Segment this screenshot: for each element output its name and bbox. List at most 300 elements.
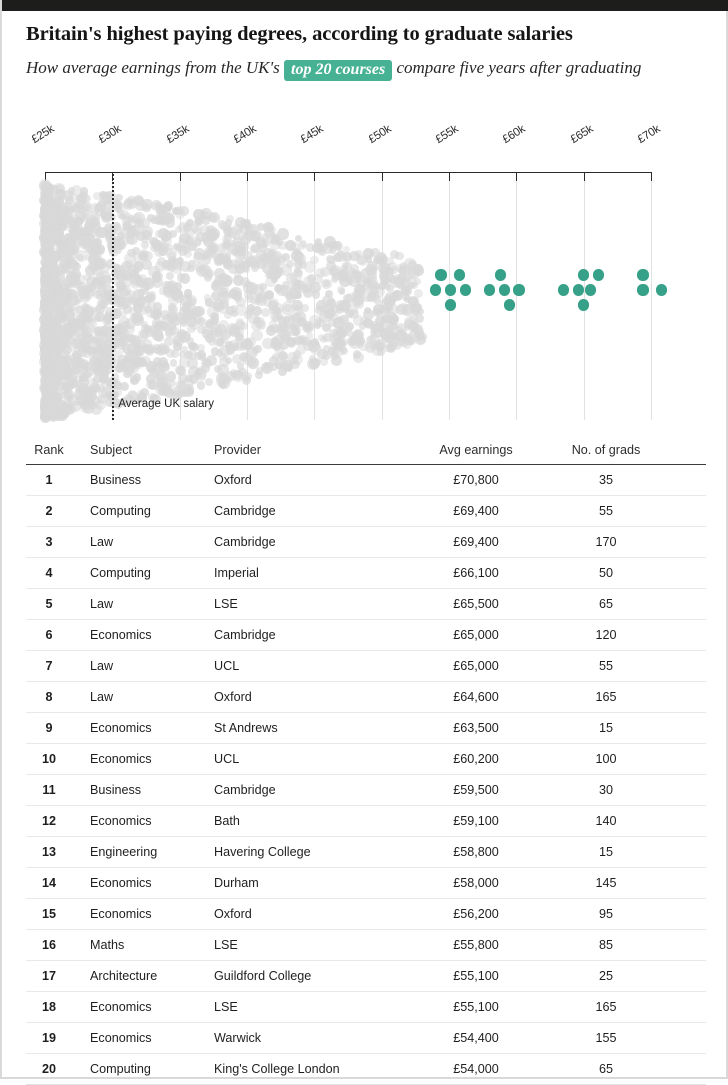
cell-earnings: £55,800 xyxy=(453,938,499,952)
course-dot-grey xyxy=(237,362,245,370)
x-axis-tick xyxy=(382,172,383,181)
cell-subject: Maths xyxy=(90,938,125,952)
cell-rank: 5 xyxy=(45,597,53,611)
table-row[interactable] xyxy=(26,589,706,620)
course-dot-grey xyxy=(97,299,106,308)
course-dot-grey xyxy=(152,362,162,372)
table-row[interactable] xyxy=(26,651,706,682)
course-dot-grey xyxy=(243,267,250,274)
top20-course-dot[interactable] xyxy=(445,284,456,295)
top20-course-dot[interactable] xyxy=(558,284,569,295)
x-axis-tick-label: £60k xyxy=(500,123,528,146)
average-uk-salary-label: Average UK salary xyxy=(118,398,214,410)
course-dot-grey xyxy=(132,261,143,272)
cell-subject: Law xyxy=(90,659,114,673)
cell-rank: 16 xyxy=(41,938,56,952)
course-dot-grey xyxy=(363,248,374,259)
top20-course-dot[interactable] xyxy=(504,299,515,310)
cell-grads: 15 xyxy=(598,845,613,859)
cell-provider: Cambridge xyxy=(214,628,276,642)
course-dot-grey xyxy=(171,349,179,357)
course-dot-grey xyxy=(315,238,322,245)
subtitle-highlight-badge: top 20 courses xyxy=(284,60,392,81)
course-dot-grey xyxy=(153,302,163,312)
cell-rank: 4 xyxy=(45,566,53,580)
course-dot-grey xyxy=(415,314,424,323)
cell-subject: Economics xyxy=(90,1000,152,1014)
cell-grads: 165 xyxy=(595,690,617,704)
table-row[interactable] xyxy=(26,1023,706,1054)
cell-grads: 35 xyxy=(598,473,613,487)
course-dot-grey xyxy=(242,376,252,386)
cell-rank: 7 xyxy=(45,659,53,673)
table-row[interactable] xyxy=(26,899,706,930)
course-dot-grey xyxy=(261,308,270,317)
cell-rank: 8 xyxy=(45,690,53,704)
course-dot-grey xyxy=(310,256,318,264)
course-dot-grey xyxy=(197,350,206,359)
cell-grads: 55 xyxy=(598,659,613,673)
cell-subject: Economics xyxy=(90,628,152,642)
course-dot-grey xyxy=(208,338,216,346)
cell-provider: LSE xyxy=(214,597,238,611)
cell-earnings: £56,200 xyxy=(453,907,499,921)
course-dot-grey xyxy=(331,355,342,366)
cell-grads: 170 xyxy=(595,535,617,549)
cell-subject: Economics xyxy=(90,907,152,921)
cell-earnings: £65,000 xyxy=(453,628,499,642)
course-dot-grey xyxy=(67,276,74,283)
course-dot-grey xyxy=(319,249,326,256)
cell-grads: 95 xyxy=(598,907,613,921)
top20-course-dot[interactable] xyxy=(435,269,446,280)
course-dot-grey xyxy=(143,279,151,287)
top20-course-dot[interactable] xyxy=(454,269,465,280)
average-uk-salary-line xyxy=(112,174,114,420)
cell-earnings: £54,000 xyxy=(453,1062,499,1076)
page-title: Britain's highest paying degrees, according to graduate salaries xyxy=(26,23,573,45)
x-axis-line xyxy=(45,172,651,173)
course-dot-grey xyxy=(193,209,204,220)
course-dot-grey xyxy=(177,273,185,281)
cell-earnings: £60,200 xyxy=(453,752,499,766)
top20-course-dot[interactable] xyxy=(445,299,456,310)
course-dot-grey xyxy=(86,391,97,402)
x-axis-tick-label: £25k xyxy=(29,123,57,146)
course-dot-grey xyxy=(120,297,131,308)
course-dot-grey xyxy=(269,320,277,328)
table-row[interactable] xyxy=(26,713,706,744)
cell-subject: Architecture xyxy=(90,969,158,983)
course-dot-grey xyxy=(141,241,149,249)
course-dot-grey xyxy=(56,239,65,248)
top20-course-dot[interactable] xyxy=(578,269,589,280)
course-dot-grey xyxy=(414,289,423,298)
table-row[interactable] xyxy=(26,558,706,589)
course-dot-grey xyxy=(42,396,49,403)
table-row[interactable] xyxy=(26,961,706,992)
gridline xyxy=(651,181,652,420)
top-accent-bar xyxy=(2,0,728,11)
cell-earnings: £69,400 xyxy=(453,504,499,518)
x-axis-tick xyxy=(516,172,517,181)
cell-provider: Havering College xyxy=(214,845,311,859)
cell-subject: Economics xyxy=(90,752,152,766)
course-dot-grey xyxy=(273,303,284,314)
top20-course-dot[interactable] xyxy=(460,284,471,295)
course-dot-grey xyxy=(223,259,233,269)
cell-earnings: £63,500 xyxy=(453,721,499,735)
course-dot-grey xyxy=(84,290,93,299)
cell-grads: 85 xyxy=(598,938,613,952)
cell-provider: Cambridge xyxy=(214,535,276,549)
course-dot-grey xyxy=(377,348,384,355)
course-dot-grey xyxy=(276,267,283,274)
course-dot-grey xyxy=(42,279,51,288)
x-axis-tick xyxy=(651,172,652,181)
course-dot-grey xyxy=(399,329,407,337)
cell-rank: 1 xyxy=(45,473,53,487)
table-row[interactable] xyxy=(26,1054,706,1085)
course-dot-grey xyxy=(278,339,289,350)
course-dot-grey xyxy=(56,271,65,280)
course-dot-grey xyxy=(199,225,210,236)
course-dot-grey xyxy=(62,340,72,350)
cell-grads: 30 xyxy=(598,783,613,797)
course-dot-grey xyxy=(40,368,51,379)
course-dot-grey xyxy=(320,357,328,365)
cell-earnings: £70,800 xyxy=(453,473,499,487)
course-dot-grey xyxy=(246,308,254,316)
course-dot-grey xyxy=(211,347,219,355)
x-axis-tick-label: £70k xyxy=(635,123,663,146)
cell-grads: 155 xyxy=(595,1031,617,1045)
course-dot-grey xyxy=(41,226,49,234)
course-dot-grey xyxy=(211,325,222,336)
top20-course-dot[interactable] xyxy=(495,269,506,280)
cell-earnings: £59,500 xyxy=(453,783,499,797)
cell-provider: Imperial xyxy=(214,566,259,580)
cell-rank: 14 xyxy=(41,876,56,890)
cell-rank: 15 xyxy=(41,907,56,921)
table-row[interactable] xyxy=(26,992,706,1023)
course-dot-grey xyxy=(40,300,51,311)
top20-course-dot[interactable] xyxy=(573,284,584,295)
top20-course-dot[interactable] xyxy=(637,269,648,280)
cell-provider: LSE xyxy=(214,938,238,952)
top20-course-dot[interactable] xyxy=(585,284,596,295)
cell-grads: 65 xyxy=(598,597,613,611)
course-dot-grey xyxy=(56,229,64,237)
course-dot-grey xyxy=(207,306,218,317)
course-dot-grey xyxy=(226,306,234,314)
course-dot-grey xyxy=(244,219,252,227)
course-dot-grey xyxy=(235,343,242,350)
course-dot-grey xyxy=(41,201,50,210)
cell-provider: UCL xyxy=(214,659,240,673)
course-dot-grey xyxy=(83,362,92,371)
course-dot-grey xyxy=(214,275,226,287)
course-dot-grey xyxy=(236,297,246,307)
course-dot-grey xyxy=(126,230,135,239)
table-row[interactable] xyxy=(26,682,706,713)
course-dot-grey xyxy=(269,272,276,279)
cell-grads: 100 xyxy=(595,752,617,766)
cell-subject: Economics xyxy=(90,876,152,890)
course-dot-grey xyxy=(205,298,214,307)
cell-rank: 3 xyxy=(45,535,53,549)
course-dot-grey xyxy=(250,230,262,242)
cell-rank: 13 xyxy=(41,845,56,859)
course-dot-grey xyxy=(414,278,421,285)
cell-earnings: £54,400 xyxy=(453,1031,499,1045)
x-axis-tick-label: £45k xyxy=(298,123,326,146)
table-row[interactable] xyxy=(26,806,706,837)
course-dot-grey xyxy=(43,339,53,349)
cell-subject: Economics xyxy=(90,721,152,735)
cell-earnings: £65,500 xyxy=(453,597,499,611)
x-axis-tick xyxy=(449,172,450,181)
course-dot-grey xyxy=(244,290,253,299)
course-dot-grey xyxy=(261,362,273,374)
cell-provider: Oxford xyxy=(214,907,252,921)
table-row[interactable] xyxy=(26,465,706,496)
cell-earnings: £59,100 xyxy=(453,814,499,828)
column-header-provider: Provider xyxy=(214,443,261,457)
course-dot-grey xyxy=(68,260,78,270)
course-dot-grey xyxy=(342,323,352,333)
course-dot-grey xyxy=(72,234,83,245)
table-row[interactable] xyxy=(26,620,706,651)
course-dot-grey xyxy=(146,380,155,389)
course-dot-grey xyxy=(280,324,288,332)
top20-course-dot[interactable] xyxy=(637,284,648,295)
cell-grads: 65 xyxy=(598,1062,613,1076)
course-dot-grey xyxy=(49,251,58,260)
course-dot-grey xyxy=(104,339,113,348)
course-dot-grey xyxy=(202,256,211,265)
course-dot-grey xyxy=(145,346,155,356)
cell-grads: 50 xyxy=(598,566,613,580)
cell-subject: Law xyxy=(90,597,114,611)
course-dot-grey xyxy=(155,332,165,342)
course-dot-grey xyxy=(319,311,331,323)
course-dot-grey xyxy=(176,312,185,321)
cell-provider: Bath xyxy=(214,814,240,828)
course-dot-grey xyxy=(353,352,364,363)
cell-subject: Computing xyxy=(90,566,151,580)
course-dot-grey xyxy=(156,204,168,216)
course-dot-grey xyxy=(219,357,229,367)
table-body xyxy=(26,465,706,1085)
cell-subject: Engineering xyxy=(90,845,158,859)
cell-rank: 10 xyxy=(41,752,56,766)
course-dot-grey xyxy=(397,281,406,290)
course-dot-grey xyxy=(392,333,399,340)
top20-course-dot[interactable] xyxy=(484,284,495,295)
course-dot-grey xyxy=(148,291,156,299)
course-dot-grey xyxy=(184,289,193,298)
course-dot-grey xyxy=(375,316,384,325)
cell-rank: 17 xyxy=(41,969,56,983)
top20-course-dot[interactable] xyxy=(578,299,589,310)
course-dot-grey xyxy=(229,240,236,247)
course-dot-grey xyxy=(366,294,374,302)
course-dot-grey xyxy=(44,321,54,331)
cell-earnings: £58,000 xyxy=(453,876,499,890)
course-dot-grey xyxy=(235,245,246,256)
table-row[interactable] xyxy=(26,837,706,868)
course-dot-grey xyxy=(266,252,277,263)
table-row[interactable] xyxy=(26,744,706,775)
x-axis-tick-label: £40k xyxy=(231,123,259,146)
course-dot-grey xyxy=(137,340,146,349)
cell-provider: Oxford xyxy=(214,690,252,704)
cell-provider: Cambridge xyxy=(214,504,276,518)
table-row[interactable] xyxy=(26,775,706,806)
course-dot-grey xyxy=(386,342,393,349)
cell-provider: UCL xyxy=(214,752,240,766)
cell-provider: Cambridge xyxy=(214,783,276,797)
course-dot-grey xyxy=(240,277,250,287)
x-axis-tick-label: £50k xyxy=(366,123,394,146)
table-row[interactable] xyxy=(26,930,706,961)
course-dot-grey xyxy=(75,217,84,226)
x-axis-tick xyxy=(247,172,248,181)
course-dot-grey xyxy=(182,246,191,255)
course-dot-grey xyxy=(399,264,411,276)
course-dot-grey xyxy=(205,378,213,386)
cell-provider: St Andrews xyxy=(214,721,278,735)
cell-subject: Law xyxy=(90,690,114,704)
course-dot-grey xyxy=(122,216,133,227)
course-dot-grey xyxy=(74,315,85,326)
cell-rank: 20 xyxy=(41,1062,56,1076)
table-header-row xyxy=(26,436,706,465)
cell-rank: 6 xyxy=(45,628,53,642)
top20-course-dot[interactable] xyxy=(430,284,441,295)
course-dot-grey xyxy=(289,242,299,252)
cell-earnings: £65,000 xyxy=(453,659,499,673)
course-dot-grey xyxy=(71,367,79,375)
course-dot-grey xyxy=(395,252,404,261)
course-dot-grey xyxy=(133,373,142,382)
cell-earnings: £55,100 xyxy=(453,1000,499,1014)
cell-rank: 19 xyxy=(41,1031,56,1045)
course-dot-grey xyxy=(66,394,73,401)
course-dot-grey xyxy=(252,346,260,354)
cell-provider: Durham xyxy=(214,876,259,890)
course-dot-grey xyxy=(203,270,213,280)
cell-rank: 11 xyxy=(42,783,56,797)
course-dot-grey xyxy=(312,290,320,298)
cell-subject: Economics xyxy=(90,814,152,828)
salary-scatter-chart xyxy=(2,123,728,430)
x-axis-tick-label: £30k xyxy=(96,123,124,146)
course-dot-grey xyxy=(96,384,104,392)
course-dot-grey xyxy=(142,226,153,237)
course-dot-grey xyxy=(276,313,283,320)
course-dot-grey xyxy=(161,235,172,246)
column-header-grads: No. of grads xyxy=(571,443,641,457)
x-axis-tick xyxy=(584,172,585,181)
course-dot-grey xyxy=(414,330,424,340)
course-dot-grey xyxy=(214,258,222,266)
cell-provider: Guildford College xyxy=(214,969,312,983)
top20-course-dot[interactable] xyxy=(499,284,510,295)
course-dot-grey xyxy=(367,261,378,272)
course-dot-grey xyxy=(80,337,90,347)
cell-earnings: £69,400 xyxy=(453,535,499,549)
cell-earnings: £64,600 xyxy=(453,690,499,704)
course-dot-grey xyxy=(125,325,135,335)
cell-earnings: £66,100 xyxy=(453,566,499,580)
course-dot-grey xyxy=(100,192,112,204)
table-row[interactable] xyxy=(26,527,706,558)
top20-course-dot[interactable] xyxy=(593,269,604,280)
cell-subject: Law xyxy=(90,535,114,549)
course-dot-grey xyxy=(306,243,315,252)
course-dot-grey xyxy=(309,358,320,369)
table-row[interactable] xyxy=(26,868,706,899)
course-dot-grey xyxy=(271,337,279,345)
cell-grads: 140 xyxy=(595,814,617,828)
course-dot-grey xyxy=(124,365,135,376)
top20-course-dot[interactable] xyxy=(513,284,524,295)
page-subtitle xyxy=(26,56,686,80)
header xyxy=(26,22,706,80)
course-dot-grey xyxy=(98,277,105,284)
course-dot-grey xyxy=(68,295,79,306)
course-dot-grey xyxy=(306,332,313,339)
subtitle-text-after: compare five years after graduating xyxy=(396,57,642,77)
course-dot-grey xyxy=(404,319,414,329)
cell-grads: 145 xyxy=(595,876,617,890)
course-dot-grey xyxy=(135,200,146,211)
course-dot-grey xyxy=(352,330,363,341)
course-dot-grey xyxy=(320,267,330,277)
course-dot-grey xyxy=(166,248,177,259)
table-row[interactable] xyxy=(26,496,706,527)
cell-subject: Economics xyxy=(90,1031,152,1045)
cell-provider: LSE xyxy=(214,1000,238,1014)
course-dot-grey xyxy=(208,232,218,242)
subtitle-text-before: How average earnings from the UK's xyxy=(26,57,280,77)
course-dot-grey xyxy=(190,236,201,247)
course-dot-grey xyxy=(63,355,72,364)
course-dot-grey xyxy=(197,381,205,389)
cell-grads: 25 xyxy=(598,969,613,983)
course-dot-grey xyxy=(175,209,185,219)
x-axis-tick-label: £65k xyxy=(568,123,596,146)
course-dot-grey xyxy=(119,283,126,290)
course-dot-grey xyxy=(85,254,92,261)
cell-subject: Business xyxy=(90,473,142,487)
course-dot-grey xyxy=(187,265,195,273)
course-dot-grey xyxy=(135,296,146,307)
course-dot-grey xyxy=(188,298,196,306)
course-dot-grey xyxy=(170,359,177,366)
top20-course-dot[interactable] xyxy=(656,284,667,295)
course-dot-grey xyxy=(310,343,322,355)
course-dot-grey xyxy=(329,329,338,338)
course-dot-grey xyxy=(258,243,267,252)
course-dot-grey xyxy=(45,312,53,320)
course-dot-grey xyxy=(181,346,188,353)
course-dot-grey xyxy=(277,254,286,263)
column-header-rank: Rank xyxy=(34,443,64,457)
cell-provider: King's College London xyxy=(214,1062,340,1076)
